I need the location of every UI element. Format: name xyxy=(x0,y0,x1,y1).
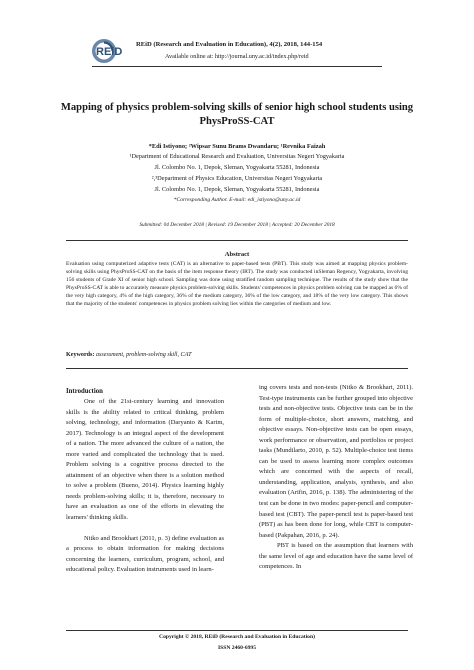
logo-text: REiD xyxy=(96,46,123,58)
abstract-text: Evaluation using computerized adaptive tests (CAT) is an alternative to paper-based tests (PBT). This study was aimed at mapping physics problem-solving skills using PhysProSS-CAT on the basis of the item response theory (IRT). The study was conducted inSleman Regency, Yogyakarta, involving 156 students of Grade XI of senior high school. Sampling was done using stratified random sampling technique. The results of the study show that the PhysProSS-CAT is able to accurately measure physics problem-solving skills. Students' competences in physics problem solving can be mapped as 6% of the very high category, 4% of the high category, 36% of the medium category, 36% of the low category, and 18% of the very low category. This shows that the majority of the students' competences in physics problem solving lies within the categories of medium and low. xyxy=(66,261,408,308)
keywords-value: assessment, problem-solving skill, CAT xyxy=(95,352,192,358)
journal-url[interactable]: Available online at: http://journal.uny.ac.id/index.php/reid xyxy=(165,53,309,60)
author-list: *Edi Istiyono; ²Wipsar Sunu Brams Dwandaru; ¹Revnika Faizah xyxy=(148,143,326,150)
paper-title: Mapping of physics problem-solving skills of senior high school students using PhysProSS-CAT xyxy=(60,102,414,127)
intro-paragraph-1: One of the 21st-century learning and innovation skills is the ability related to critical thinking, problem solving, technology, and information (Daryanto & Karim, 2017). Technology is an integral aspect of the development of a nation. The more advanced the culture of a nation, the more varied and complicated the technology that is used. Problem solving is a cognitive process directed to the attainment of an objective when there is a solution method to solve a problem (Bueno, 2014). Physics learning highly needs problem-solving skills; it is, therefore, necessary to have an evaluation as one of the efforts in elevating the learners' thinking skills. xyxy=(66,398,224,522)
left-column xyxy=(66,397,224,576)
section-heading-introduction: Introduction xyxy=(66,388,103,395)
keywords-label: Keywords xyxy=(66,352,93,358)
footer-copyright: Copyright © 2018, REiD (Research and Evaluation in Education) xyxy=(159,634,315,640)
journal-citation: REiD (Research and Evaluation in Education), 4(2), 2018, 144-154 xyxy=(136,41,323,48)
header-divider xyxy=(92,66,382,67)
keywords-line xyxy=(66,352,408,358)
title-divider xyxy=(66,240,408,241)
submission-dates: Submitted: 04 December 2018 | Revised: 19 December 2018 | Accepted: 20 December 2018 xyxy=(139,222,335,228)
intro-paragraph-4: PBT is based on the assumption that learners with the same level of age and education have the same level of competences. In xyxy=(259,542,413,571)
right-column xyxy=(259,383,413,573)
footer-issn: ISSN 2460-6995 xyxy=(217,645,257,651)
affiliation-2: ²,³Department of Physics Education, Universitas Negeri Yogyakarta xyxy=(151,175,323,182)
affiliation-1-address: Jl. Colombo No. 1, Depok, Sleman, Yogyakarta 55281, Indonesia xyxy=(154,164,320,171)
keywords-colon: : xyxy=(92,352,96,358)
journal-logo xyxy=(92,38,134,64)
intro-paragraph-2: Nitko and Brookhart (2011, p. 3) define evaluation as a process to obtain information for making decisions concerning the learners, curriculum, program, school, and educational policy. Evaluation instruments used in learn- xyxy=(66,534,224,574)
abstract-heading: Abstract xyxy=(224,251,250,258)
footer-divider xyxy=(66,630,408,631)
corresponding-author: *Corresponding Author. E-mail: edi_istiyono@uny.ac.id xyxy=(173,197,301,203)
affiliation-2-address: Jl. Colombo No. 1, Depok, Sleman, Yogyakarta 55281, Indonesia xyxy=(154,186,320,193)
affiliation-1: ¹Department of Educational Research and Evaluation, Universitas Negeri Yogyakarta xyxy=(129,153,345,160)
abstract-divider xyxy=(66,368,408,369)
intro-paragraph-3: ing covers tests and non-tests (Nitko & Brookhart, 2011). Test-type instruments can be further grouped into objective tests and non-objective tests. Objective tests can be in the form of multiple-choice, short answers, matching, and objective essays. Non-objective tests can be open essays, work performance or observation, and portfolios or project tasks (Mundilarto, 2010, p. 52). Multiple-choice test items can be used to assess learning more complex outcomes which are concerned with the aspects of recall, understanding, application, analysis, synthesis, and also evaluation (Arifin, 2016, p. 138). The administering of the test can be done in two modes: paper-pencil and computer-based test (CBT). The paper-pencil test is paper-based test (PBT) as has been done for long, while CBT is computer-based (Pakpahan, 2016, p. 24). xyxy=(259,384,413,539)
